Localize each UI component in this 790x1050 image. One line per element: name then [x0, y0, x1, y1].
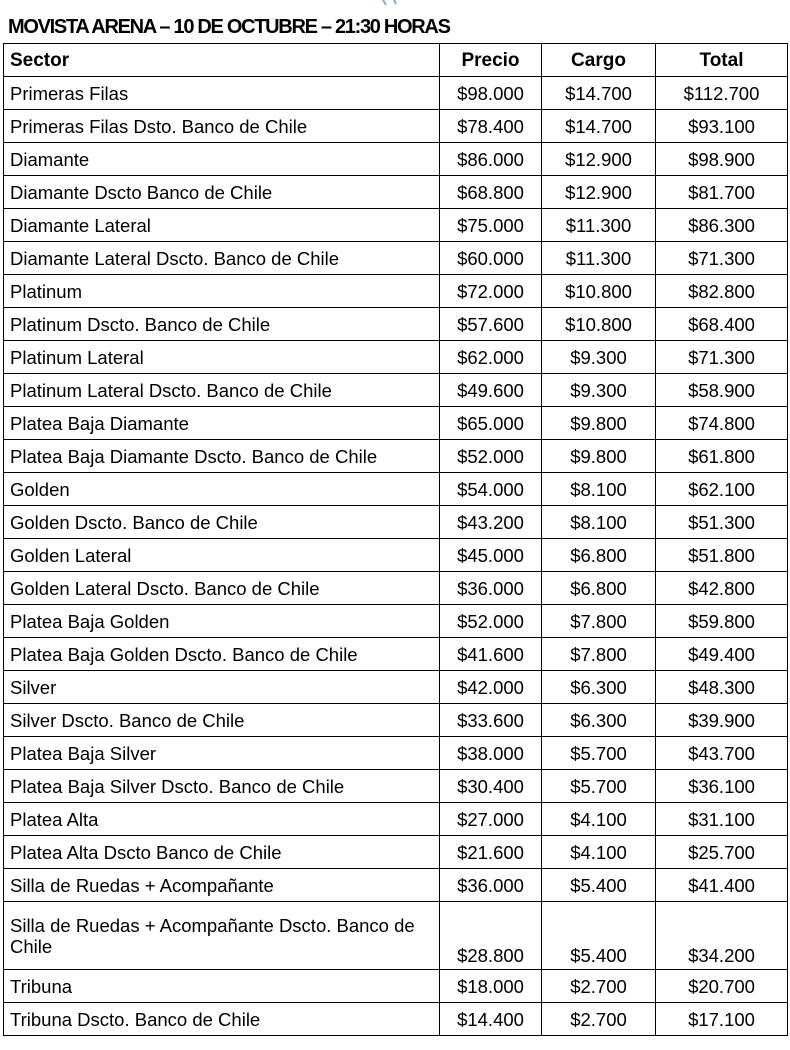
table-row: [4, 176, 788, 209]
table-row: [4, 704, 788, 737]
cell-total: $82.800: [656, 275, 788, 308]
table-row: [4, 308, 788, 341]
cell-sector: Diamante Dscto Banco de Chile: [4, 176, 440, 209]
cell-sector: Platea Baja Silver: [4, 737, 440, 770]
table-header-row: [4, 44, 788, 77]
price-table: [3, 43, 788, 1036]
cell-precio: $75.000: [440, 209, 542, 242]
table-row: [4, 77, 788, 110]
cell-cargo: $10.800: [542, 275, 656, 308]
cell-total: $17.100: [656, 1003, 788, 1036]
cell-precio: $41.600: [440, 638, 542, 671]
cell-sector: Primeras Filas: [4, 77, 440, 110]
cell-cargo: $14.700: [542, 77, 656, 110]
cell-total: $25.700: [656, 836, 788, 869]
cell-sector: Platinum Dscto. Banco de Chile: [4, 308, 440, 341]
cell-sector: Platinum Lateral Dscto. Banco de Chile: [4, 374, 440, 407]
table-row: [4, 902, 788, 970]
table-row: [4, 209, 788, 242]
column-header-cargo: Cargo: [542, 44, 656, 77]
table-row: [4, 572, 788, 605]
table-row: [4, 803, 788, 836]
table-row: [4, 836, 788, 869]
cell-cargo: $11.300: [542, 242, 656, 275]
table-row: [4, 110, 788, 143]
table-row: [4, 869, 788, 902]
cell-total: $58.900: [656, 374, 788, 407]
cell-cargo: $2.700: [542, 970, 656, 1003]
cell-precio: $78.400: [440, 110, 542, 143]
table-row: [4, 143, 788, 176]
table-row: [4, 374, 788, 407]
cell-precio: $57.600: [440, 308, 542, 341]
cell-total: $31.100: [656, 803, 788, 836]
table-row: [4, 407, 788, 440]
cell-cargo: $5.400: [542, 869, 656, 902]
cell-precio: $33.600: [440, 704, 542, 737]
cell-total: $71.300: [656, 242, 788, 275]
cell-precio: $52.000: [440, 440, 542, 473]
cell-cargo: $2.700: [542, 1003, 656, 1036]
cell-total: $61.800: [656, 440, 788, 473]
cell-total: $93.100: [656, 110, 788, 143]
cell-precio: $43.200: [440, 506, 542, 539]
cell-precio: $28.800: [440, 902, 542, 970]
cell-sector: Golden Lateral: [4, 539, 440, 572]
cell-sector: Silver: [4, 671, 440, 704]
cell-cargo: $12.900: [542, 143, 656, 176]
top-edge-mark: [380, 0, 410, 6]
cell-cargo: $5.700: [542, 770, 656, 803]
cell-cargo: $11.300: [542, 209, 656, 242]
table-row: [4, 539, 788, 572]
cell-cargo: $8.100: [542, 506, 656, 539]
column-header-precio: Precio: [440, 44, 542, 77]
cell-sector: Platea Baja Diamante Dscto. Banco de Chile: [4, 440, 440, 473]
cell-precio: $62.000: [440, 341, 542, 374]
cell-precio: $42.000: [440, 671, 542, 704]
cell-total: $98.900: [656, 143, 788, 176]
cell-sector: Diamante Lateral Dscto. Banco de Chile: [4, 242, 440, 275]
cell-total: $41.400: [656, 869, 788, 902]
cell-sector: Platinum: [4, 275, 440, 308]
table-row: [4, 770, 788, 803]
cell-sector: Platea Baja Golden: [4, 605, 440, 638]
cell-cargo: $4.100: [542, 836, 656, 869]
cell-sector: Diamante: [4, 143, 440, 176]
cell-precio: $52.000: [440, 605, 542, 638]
cell-sector: Silla de Ruedas + Acompañante Dscto. Banco de Chile: [4, 902, 440, 970]
cell-total: $36.100: [656, 770, 788, 803]
cell-precio: $36.000: [440, 869, 542, 902]
cell-total: $74.800: [656, 407, 788, 440]
cell-total: $51.300: [656, 506, 788, 539]
cell-sector: Platea Baja Silver Dscto. Banco de Chile: [4, 770, 440, 803]
cell-total: $42.800: [656, 572, 788, 605]
cell-sector: Golden Lateral Dscto. Banco de Chile: [4, 572, 440, 605]
table-row: [4, 506, 788, 539]
cell-cargo: $9.800: [542, 407, 656, 440]
cell-total: $68.400: [656, 308, 788, 341]
table-row: [4, 341, 788, 374]
cell-precio: $45.000: [440, 539, 542, 572]
column-header-total: Total: [656, 44, 788, 77]
cell-precio: $36.000: [440, 572, 542, 605]
cell-precio: $86.000: [440, 143, 542, 176]
cell-sector: Platea Alta Dscto Banco de Chile: [4, 836, 440, 869]
cell-sector: Golden Dscto. Banco de Chile: [4, 506, 440, 539]
cell-total: $71.300: [656, 341, 788, 374]
cell-precio: $30.400: [440, 770, 542, 803]
cell-cargo: $5.700: [542, 737, 656, 770]
cell-precio: $65.000: [440, 407, 542, 440]
cell-sector: Tribuna Dscto. Banco de Chile: [4, 1003, 440, 1036]
table-row: [4, 473, 788, 506]
cell-sector: Platinum Lateral: [4, 341, 440, 374]
cell-total: $48.300: [656, 671, 788, 704]
cell-cargo: $6.800: [542, 572, 656, 605]
cell-sector: Platea Alta: [4, 803, 440, 836]
table-row: [4, 970, 788, 1003]
cell-precio: $49.600: [440, 374, 542, 407]
cell-sector: Tribuna: [4, 970, 440, 1003]
cell-precio: $14.400: [440, 1003, 542, 1036]
table-row: [4, 275, 788, 308]
page-title: MOVISTA ARENA – 10 DE OCTUBRE – 21:30 HORAS: [8, 16, 450, 38]
cell-precio: $21.600: [440, 836, 542, 869]
cell-cargo: $9.300: [542, 341, 656, 374]
table-row: [4, 242, 788, 275]
table-row: [4, 1003, 788, 1036]
cell-cargo: $5.400: [542, 902, 656, 970]
cell-sector: Diamante Lateral: [4, 209, 440, 242]
column-header-sector: Sector: [4, 44, 440, 77]
cell-precio: $98.000: [440, 77, 542, 110]
cell-cargo: $9.300: [542, 374, 656, 407]
cell-cargo: $6.300: [542, 671, 656, 704]
cell-total: $39.900: [656, 704, 788, 737]
cell-sector: Platea Baja Golden Dscto. Banco de Chile: [4, 638, 440, 671]
cell-sector: Primeras Filas Dsto. Banco de Chile: [4, 110, 440, 143]
cell-cargo: $6.300: [542, 704, 656, 737]
cell-cargo: $14.700: [542, 110, 656, 143]
table-row: [4, 671, 788, 704]
cell-cargo: $7.800: [542, 605, 656, 638]
cell-total: $86.300: [656, 209, 788, 242]
cell-cargo: $12.900: [542, 176, 656, 209]
table-row: [4, 638, 788, 671]
cell-total: $34.200: [656, 902, 788, 970]
cell-precio: $72.000: [440, 275, 542, 308]
cell-total: $43.700: [656, 737, 788, 770]
cell-precio: $27.000: [440, 803, 542, 836]
cell-total: $51.800: [656, 539, 788, 572]
cell-precio: $38.000: [440, 737, 542, 770]
cell-cargo: $4.100: [542, 803, 656, 836]
cell-cargo: $6.800: [542, 539, 656, 572]
table-row: [4, 605, 788, 638]
cell-precio: $18.000: [440, 970, 542, 1003]
cell-sector: Silla de Ruedas + Acompañante: [4, 869, 440, 902]
cell-total: $81.700: [656, 176, 788, 209]
cell-precio: $68.800: [440, 176, 542, 209]
cell-precio: $54.000: [440, 473, 542, 506]
cell-sector: Platea Baja Diamante: [4, 407, 440, 440]
cell-cargo: $10.800: [542, 308, 656, 341]
cell-cargo: $9.800: [542, 440, 656, 473]
cell-cargo: $7.800: [542, 638, 656, 671]
cell-total: $49.400: [656, 638, 788, 671]
cell-total: $59.800: [656, 605, 788, 638]
table-row: [4, 737, 788, 770]
cell-total: $62.100: [656, 473, 788, 506]
cell-precio: $60.000: [440, 242, 542, 275]
cell-total: $20.700: [656, 970, 788, 1003]
table-row: [4, 440, 788, 473]
cell-sector: Silver Dscto. Banco de Chile: [4, 704, 440, 737]
cell-total: $112.700: [656, 77, 788, 110]
cell-sector: Golden: [4, 473, 440, 506]
cell-cargo: $8.100: [542, 473, 656, 506]
